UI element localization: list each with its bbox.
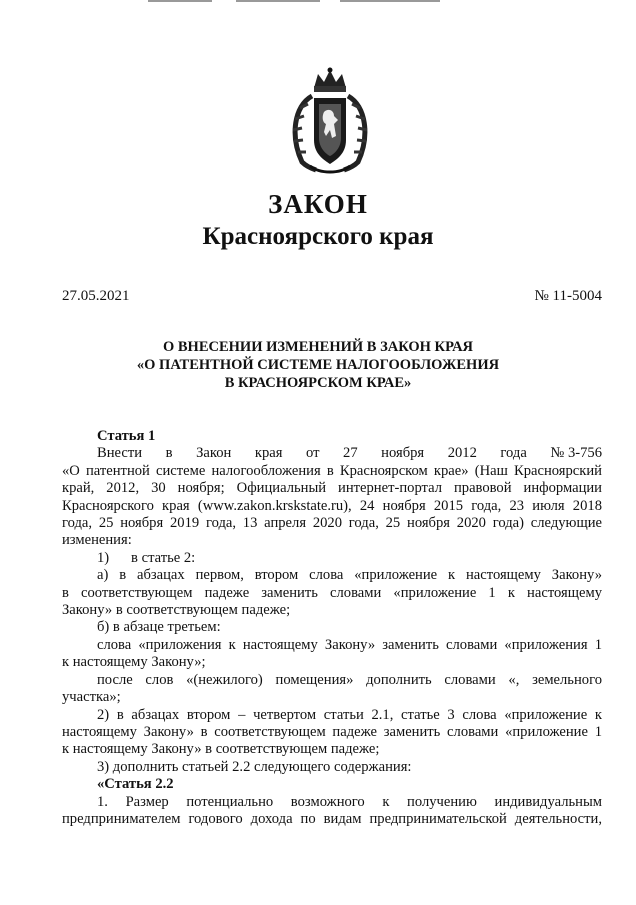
- after-words-line: после слов «(нежилого) помещения» дополнить словами «, земельного: [97, 671, 602, 688]
- paragraph-line: изменения:: [62, 532, 132, 549]
- scan-edge-line: [340, 0, 440, 2]
- law-body: [62, 428, 602, 828]
- law-number: № 11-5004: [534, 288, 602, 304]
- article-2-2-line: 1. Размер потенциально возможного к получению индивидуальным: [97, 793, 602, 810]
- subitem-b-intro: б) в абзаце третьем:: [97, 619, 221, 636]
- heading-line: О ВНЕСЕНИИ ИЗМЕНЕНИЙ В ЗАКОН КРАЯ: [162, 339, 474, 355]
- heading-line: «О ПАТЕНТНОЙ СИСТЕМЕ НАЛОГООБЛОЖЕНИЯ: [136, 357, 500, 373]
- item-1: 1) в статье 2:: [97, 549, 196, 566]
- intro-word: Внести: [97, 445, 143, 462]
- intro-word: № 3-756: [550, 445, 602, 462]
- after-words-line: участка»;: [62, 689, 121, 706]
- article-1-intro: [62, 445, 602, 462]
- article-2-2-line: предпринимателем годового дохода по видам предпринимательской деятельности,: [62, 810, 602, 827]
- paragraph-line: «О патентной системе налогообложения в Красноярском крае» (Наш Красноярский: [62, 462, 602, 479]
- law-title: ЗАКОН: [268, 189, 368, 219]
- intro-word: края: [254, 445, 283, 462]
- intro-word: 27: [343, 445, 358, 462]
- subitem-a-line: Закону» в соответствующем падеже;: [62, 602, 291, 619]
- intro-word: от: [305, 445, 320, 462]
- law-heading: [0, 338, 636, 392]
- subitem-b-line: слова «приложения к настоящему Закону» заменить словами «приложения 1: [97, 636, 602, 653]
- law-date: 27.05.2021: [62, 288, 130, 304]
- item-2-line: 2) в абзацах втором – четвертом статьи 2.1, статье 3 слова «приложение к: [97, 706, 602, 723]
- article-2-2-title: «Статья 2.2: [97, 776, 174, 793]
- intro-word: ноября: [381, 445, 425, 462]
- subitem-a-line: в соответствующем падеже заменить словами «приложение 1 к настоящему: [62, 584, 602, 601]
- paragraph-line: Красноярского края (www.zakon.krskstate.ru), 24 ноября 2015 года, 23 июля 2018: [62, 497, 602, 514]
- item-3: 3) дополнить статьей 2.2 следующего содержания:: [97, 758, 412, 775]
- paragraph-line: край, 2012, 30 ноября; Официальный интернет-портал правовой информации: [62, 480, 602, 497]
- item-2-line: к настоящему Закону» в соответствующем падеже;: [62, 741, 380, 758]
- region-subtitle: Красноярского края: [202, 223, 434, 250]
- paragraph-line: года, 25 ноября 2019 года, 13 апреля 2020 года, 25 ноября 2020 года) следующие: [62, 515, 602, 532]
- coat-of-arms-emblem: [284, 66, 376, 178]
- scan-edge-line: [148, 0, 212, 2]
- heading-line: В КРАСНОЯРСКОМ КРАЕ»: [224, 375, 412, 391]
- subitem-a-line: а) в абзацах первом, втором слова «приложение к настоящему Закону»: [97, 567, 602, 584]
- subitem-b-line: к настоящему Закону»;: [62, 654, 206, 671]
- scan-edge-line: [236, 0, 320, 2]
- article-1-title: Статья 1: [97, 428, 156, 444]
- intro-word: в: [165, 445, 173, 462]
- intro-word: года: [500, 445, 527, 462]
- intro-word: Закон: [196, 445, 232, 462]
- intro-word: 2012: [447, 445, 477, 462]
- item-2-line: настоящему Закону» в соответствующем падеже заменить словами «приложение 1: [62, 723, 602, 740]
